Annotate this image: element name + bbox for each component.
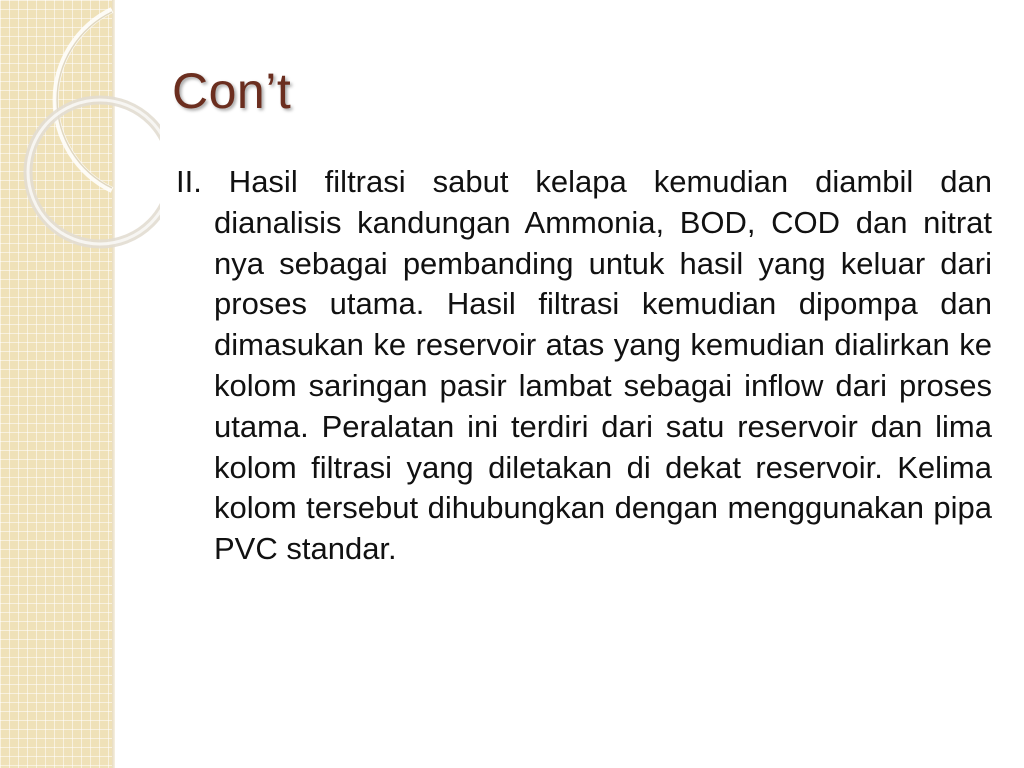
slide-title: Con’t (172, 63, 292, 119)
decorative-rings-icon (0, 0, 160, 260)
slide-paragraph: II. Hasil filtrasi sabut kelapa kemudian diambil dan dianalisis kandungan Ammonia, BOD, COD dan nitrat nya sebagai pembanding untuk hasil yang keluar dari proses utama. Hasil filtrasi kemudian dipompa dan dimasukan ke reservoir atas yang kemudian dialirkan ke kolom saringan pasir lambat sebagai inflow dari proses utama. Peralatan ini terdiri dari satu reservoir dan lima kolom filtrasi yang diletakan di dekat reservoir. Kelima kolom tersebut dihubungkan dengan menggunakan pipa PVC standar. (176, 164, 992, 567)
small-ring-highlight (28, 100, 160, 244)
